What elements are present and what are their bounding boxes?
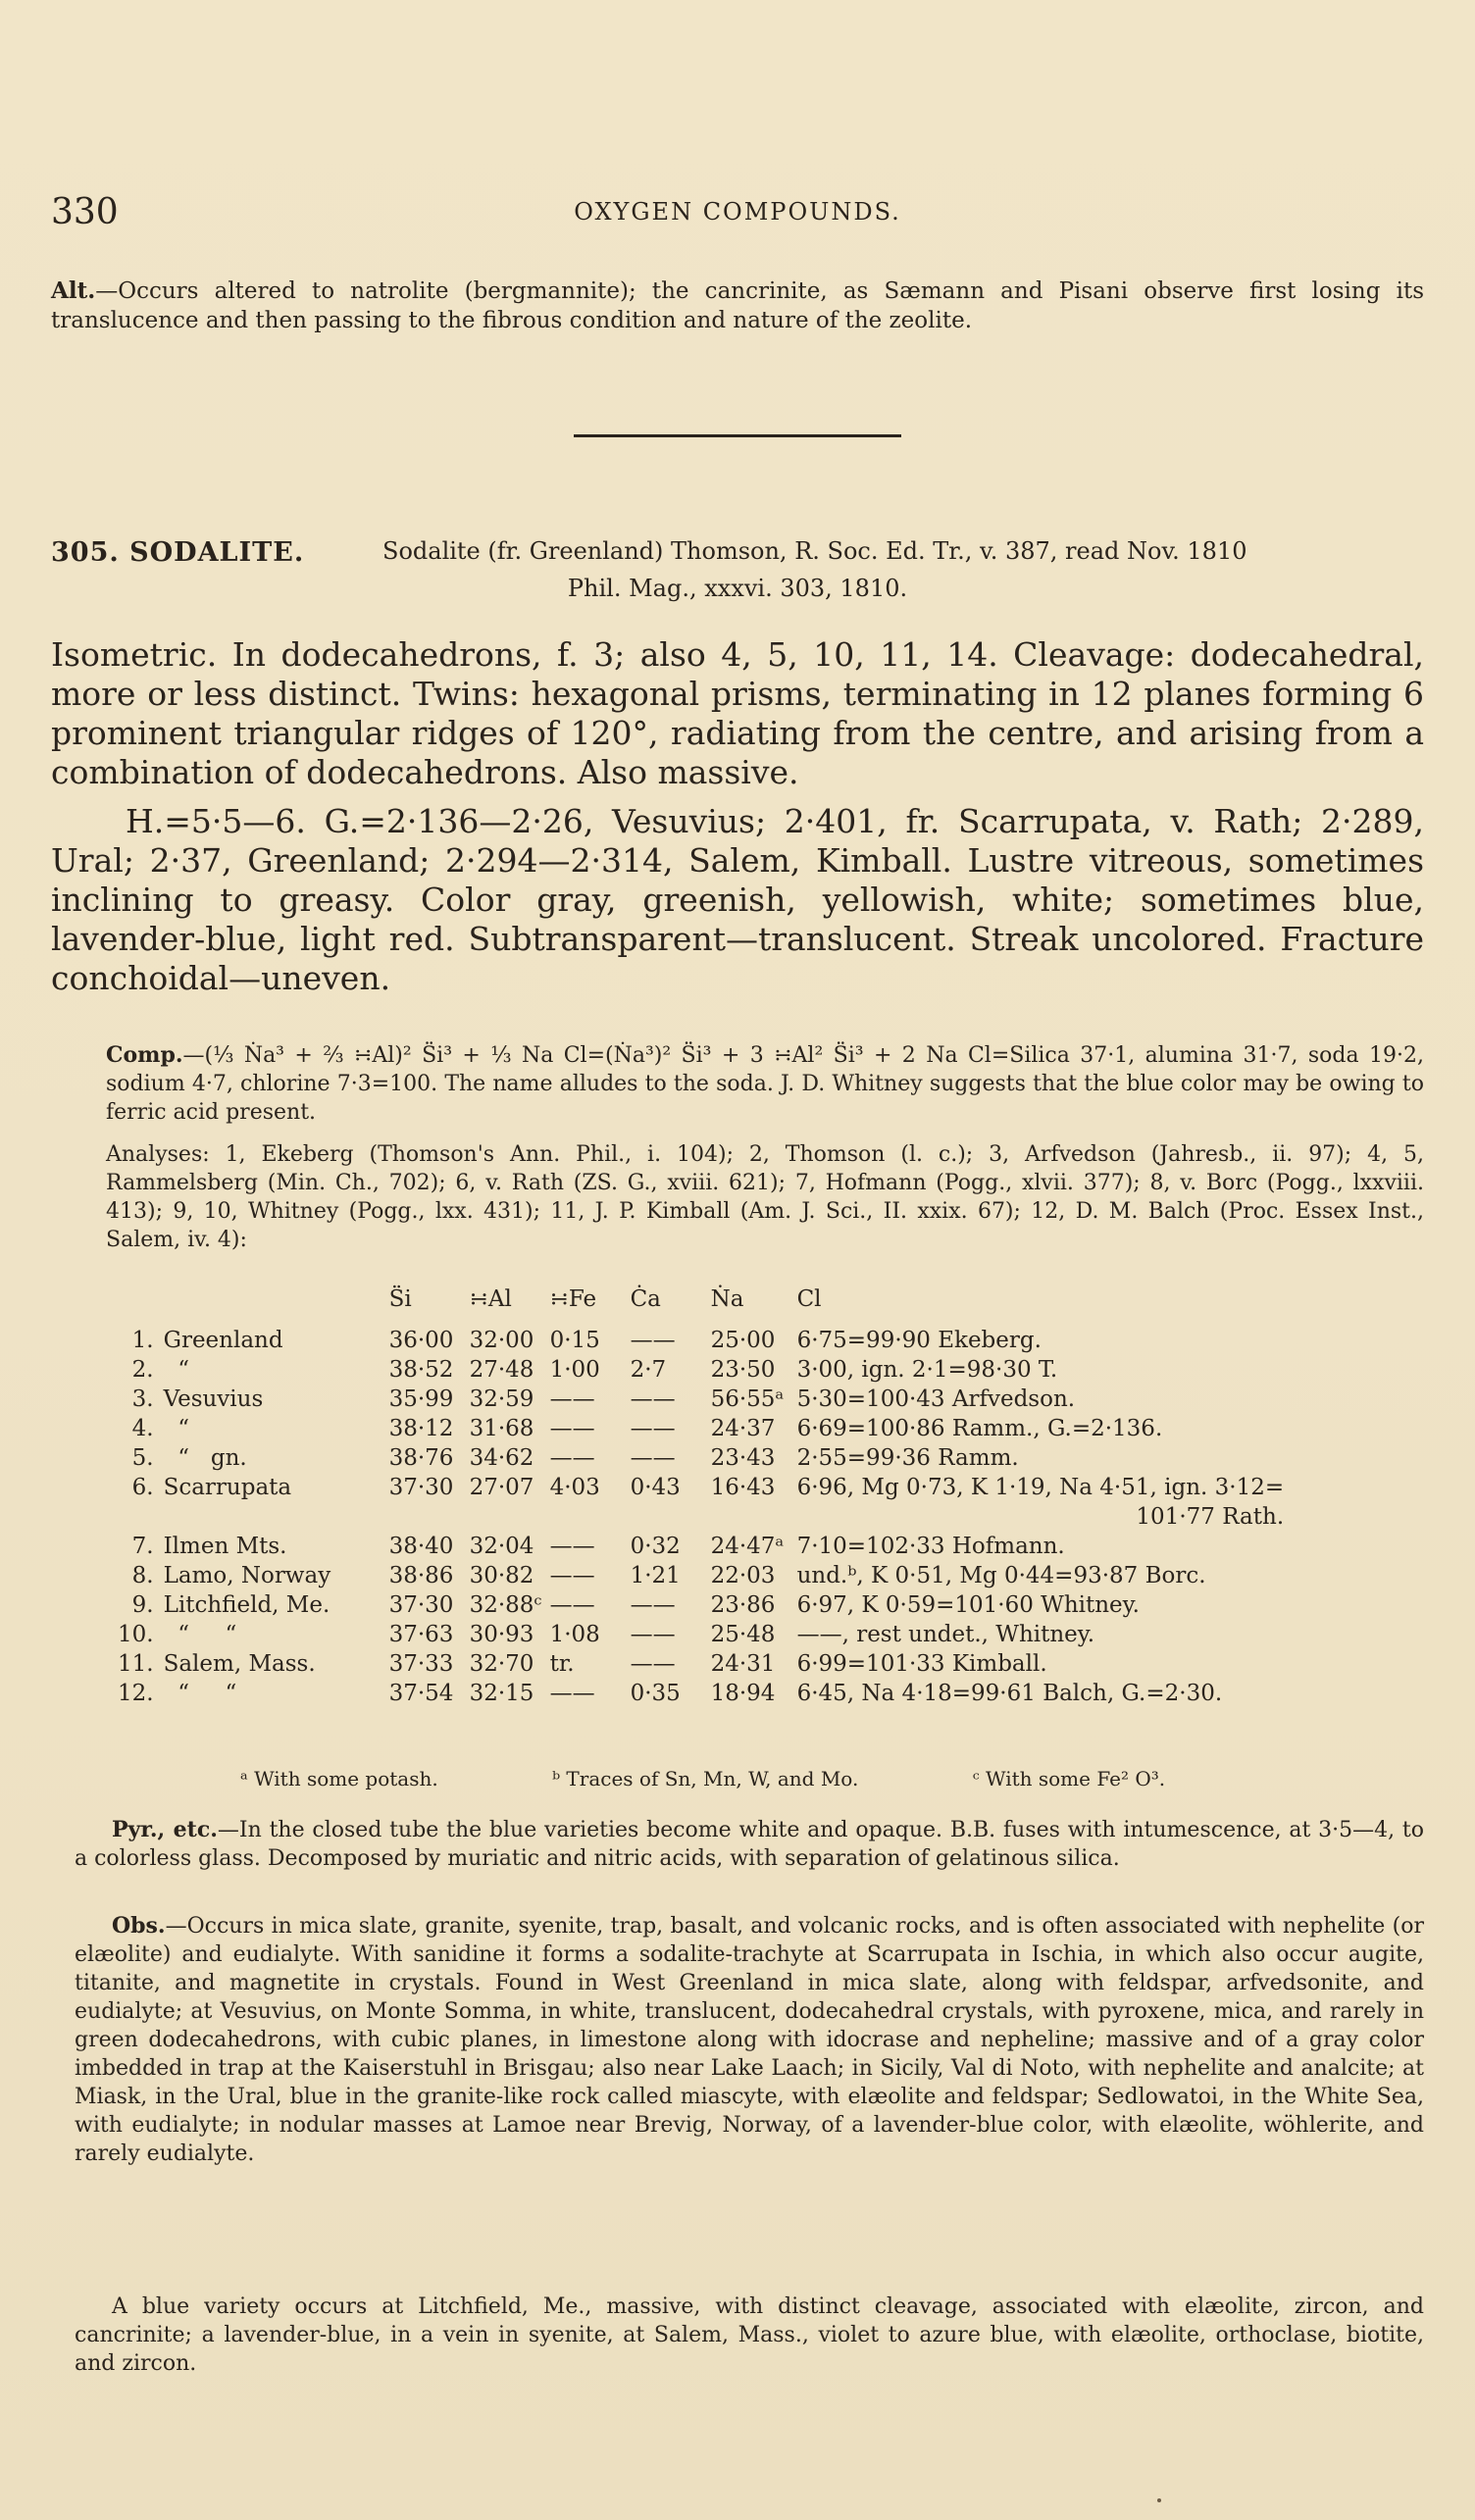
column-header: Ċa bbox=[630, 1286, 661, 1312]
row-locality: Litchfield, Me. bbox=[163, 1592, 331, 1618]
row-value: 27·07 bbox=[469, 1475, 534, 1500]
row-reference: 6·97, K 0·59=101·60 Whitney. bbox=[796, 1592, 1140, 1618]
row-locality: Greenland bbox=[163, 1328, 283, 1353]
row-locality: Vesuvius bbox=[163, 1386, 264, 1412]
row-reference: 6·45, Na 4·18=99·61 Balch, G.=2·30. bbox=[796, 1681, 1223, 1706]
row-value: —— bbox=[549, 1563, 595, 1588]
row-value: 1·00 bbox=[549, 1357, 600, 1383]
row-value: 24·47ᵃ bbox=[710, 1534, 785, 1559]
row-value: —— bbox=[630, 1386, 676, 1412]
row-value: 37·63 bbox=[388, 1622, 454, 1647]
row-value: 24·31 bbox=[710, 1651, 776, 1677]
row-value: 1·08 bbox=[549, 1622, 600, 1647]
row-value: 32·70 bbox=[469, 1651, 534, 1677]
comp-label: Comp. bbox=[106, 1042, 183, 1068]
obs-label: Obs. bbox=[112, 1913, 166, 1939]
row-value: —— bbox=[549, 1534, 595, 1559]
row-value: 24·37 bbox=[710, 1416, 776, 1441]
comp-text: —(⅓ Ṅa³ + ⅔ ∺Al)² S̈i³ + ⅓ Na Cl=(Ṅa³)² S̈i³ + 3 ∺Al² S̈i³ + 2 Na Cl=Silica 37·1, alumina 31·7, soda 19·2, sodium 4·7, chlorine 7·3=100. The name alludes to the soda. J. D. Whitney suggests that the blue color may be owing to ferric acid present. bbox=[106, 1043, 1424, 1125]
pyr-paragraph bbox=[75, 1816, 1424, 1873]
table-row bbox=[118, 1326, 1284, 1355]
entry-reference-2: Phil. Mag., xxxvi. 303, 1810. bbox=[567, 575, 908, 602]
row-value: 37·30 bbox=[388, 1592, 454, 1618]
row-value bbox=[470, 1502, 550, 1532]
row-value: —— bbox=[549, 1592, 595, 1618]
table-row bbox=[118, 1679, 1284, 1708]
row-reference: 3·00, ign. 2·1=98·30 T. bbox=[796, 1357, 1058, 1383]
analyses-table bbox=[118, 1285, 1284, 1708]
row-reference: 6·75=99·90 Ekeberg. bbox=[796, 1328, 1042, 1353]
row-value: —— bbox=[549, 1681, 595, 1706]
row-number: 11. bbox=[118, 1651, 154, 1677]
table-footnotes bbox=[240, 1767, 1273, 1790]
row-locality: “ “ bbox=[163, 1622, 237, 1647]
footnote-c: ᶜ With some Fe² O³. bbox=[972, 1767, 1166, 1790]
row-value: 0·43 bbox=[630, 1475, 681, 1500]
column-header: ∺Al bbox=[469, 1286, 512, 1312]
row-locality: Scarrupata bbox=[163, 1475, 292, 1500]
row-value: 30·93 bbox=[469, 1622, 534, 1647]
obs-paragraph bbox=[75, 1912, 1424, 2168]
row-locality bbox=[164, 1502, 389, 1532]
obs2-paragraph: A blue variety occurs at Litchfield, Me., massive, with distinct cleavage, associated with elæolite, zircon, and cancrinite; a lavender-blue, in a vein in syenite, at Salem, Mass., violet to azure blue, with elæolite, orthoclase, biotite, and zircon. bbox=[75, 2294, 1424, 2376]
row-value: 34·62 bbox=[469, 1445, 534, 1471]
row-number: 5. bbox=[131, 1445, 154, 1471]
row-locality: “ “ bbox=[163, 1681, 237, 1706]
table-row bbox=[118, 1620, 1284, 1649]
row-value: 38·12 bbox=[388, 1416, 454, 1441]
table-row bbox=[118, 1443, 1284, 1473]
entry-heading: 305. SODALITE. bbox=[51, 537, 305, 568]
table-row bbox=[118, 1649, 1284, 1679]
row-value: 22·03 bbox=[710, 1563, 776, 1588]
row-value: 38·86 bbox=[388, 1563, 454, 1588]
row-locality: “ bbox=[163, 1416, 189, 1441]
row-number: 8. bbox=[131, 1563, 154, 1588]
row-value: —— bbox=[630, 1445, 676, 1471]
row-number: 12. bbox=[118, 1681, 154, 1706]
row-locality: Ilmen Mts. bbox=[163, 1534, 287, 1559]
row-number: 4. bbox=[131, 1416, 154, 1441]
description-paragraph: Isometric. In dodecahedrons, f. 3; also 4, 5, 10, 11, 14. Cleavage: dodecahedral, more or less distinct. Twins: hexagonal prisms, terminating in 12 planes forming 6 prominent triangular ridges of 120°, radiating from the centre, and arising from a combination of dodecahedrons. Also massive. bbox=[51, 635, 1424, 791]
row-reference: 2·55=99·36 Ramm. bbox=[796, 1445, 1019, 1471]
row-number: 10. bbox=[118, 1622, 154, 1647]
comp-paragraph bbox=[106, 1041, 1424, 1127]
column-header: S̈i bbox=[388, 1286, 412, 1312]
row-value: 37·33 bbox=[388, 1651, 454, 1677]
row-value: 31·68 bbox=[469, 1416, 534, 1441]
row-value: 4·03 bbox=[549, 1475, 600, 1500]
row-number: 2. bbox=[131, 1357, 154, 1383]
row-value: 27·48 bbox=[469, 1357, 534, 1383]
table-header-row bbox=[118, 1285, 1284, 1326]
analyses-intro: Analyses: 1, Ekeberg (Thomson's Ann. Phil., i. 104); 2, Thomson (l. c.); 3, Arfvedson (Jahresb., ii. 97); 4, 5, Rammelsberg (Min. Ch., 702); 6, v. Rath (ZS. G., xviii. 621); 7, Hofmann (Pogg., xlvii. 377); 8, v. Borc (Pogg., lxxviii. 413); 9, 10, Whitney (Pogg., lxx. 431); 11, J. P. Kimball (Am. J. Sci., II. xxix. 67); 12, D. M. Balch (Proc. Essex Inst., Salem, iv. 4): bbox=[106, 1142, 1424, 1252]
row-value: 25·00 bbox=[710, 1328, 776, 1353]
row-value: 30·82 bbox=[469, 1563, 534, 1588]
row-value: tr. bbox=[549, 1651, 575, 1677]
row-value: 0·32 bbox=[630, 1534, 681, 1559]
row-value: 56·55ᵃ bbox=[710, 1386, 785, 1412]
row-value: 38·40 bbox=[388, 1534, 454, 1559]
row-value: 23·43 bbox=[710, 1445, 776, 1471]
row-locality: “ gn. bbox=[163, 1445, 247, 1471]
row-value: 0·35 bbox=[630, 1681, 681, 1706]
row-value: —— bbox=[630, 1622, 676, 1647]
running-title: OXYGEN COMPOUNDS. bbox=[574, 198, 901, 226]
row-reference: 6·96, Mg 0·73, K 1·19, Na 4·51, ign. 3·12= bbox=[796, 1475, 1285, 1500]
row-reference: 6·69=100·86 Ramm., G.=2·136. bbox=[796, 1416, 1163, 1441]
row-value bbox=[550, 1502, 631, 1532]
row-value: 32·00 bbox=[469, 1328, 534, 1353]
section-divider bbox=[574, 434, 901, 437]
table-row bbox=[118, 1561, 1284, 1590]
properties-paragraph: H.=5·5—6. G.=2·136—2·26, Vesuvius; 2·401, fr. Scarrupata, v. Rath; 2·289, Ural; 2·37, Greenland; 2·294—2·314, Salem, Kimball. Lustre vitreous, sometimes inclining to greasy. Color gray, greenish, yellowish, white; sometimes blue, lavender-blue, light red. Subtransparent—translucent. Streak uncolored. Fracture conchoidal—uneven. bbox=[51, 802, 1424, 997]
alt-paragraph bbox=[51, 277, 1424, 335]
table-row bbox=[118, 1414, 1284, 1443]
paper-speck bbox=[1157, 2498, 1161, 2502]
row-value: 32·59 bbox=[469, 1386, 534, 1412]
row-value: 0·15 bbox=[549, 1328, 600, 1353]
row-value: —— bbox=[630, 1592, 676, 1618]
row-reference: 5·30=100·43 Arfvedson. bbox=[796, 1386, 1076, 1412]
pyr-text: —In the closed tube the blue varieties become white and opaque. B.B. fuses with intumescence, at 3·5—4, to a colorless glass. Decomposed by muriatic and nitric acids, with separation of gelatinous silica. bbox=[75, 1818, 1425, 1871]
row-value: 16·43 bbox=[710, 1475, 776, 1500]
row-value: —— bbox=[630, 1651, 676, 1677]
row-number: 3. bbox=[131, 1386, 154, 1412]
row-value: 38·52 bbox=[388, 1357, 454, 1383]
row-value bbox=[711, 1502, 791, 1532]
page-number: 330 bbox=[51, 192, 119, 232]
row-number: 9. bbox=[131, 1592, 154, 1618]
footnote-a: ᵃ With some potash. bbox=[240, 1767, 438, 1790]
row-value: 37·30 bbox=[388, 1475, 454, 1500]
row-value: 38·76 bbox=[388, 1445, 454, 1471]
row-value: 32·15 bbox=[469, 1681, 534, 1706]
row-value bbox=[389, 1502, 470, 1532]
alt-label: Alt. bbox=[51, 277, 96, 304]
pyr-label: Pyr., etc. bbox=[112, 1817, 218, 1842]
footnote-b: ᵇ Traces of Sn, Mn, W, and Mo. bbox=[552, 1767, 859, 1790]
row-value: 35·99 bbox=[388, 1386, 454, 1412]
table-row bbox=[118, 1473, 1284, 1502]
row-reference: und.ᵇ, K 0·51, Mg 0·44=93·87 Borc. bbox=[796, 1563, 1206, 1588]
row-value: 32·04 bbox=[469, 1534, 534, 1559]
row-locality: “ bbox=[163, 1357, 189, 1383]
row-value bbox=[631, 1502, 711, 1532]
column-header: Cl bbox=[796, 1286, 822, 1312]
table-row bbox=[118, 1502, 1284, 1532]
row-value: 18·94 bbox=[710, 1681, 776, 1706]
row-reference: 7·10=102·33 Hofmann. bbox=[796, 1534, 1065, 1559]
table-row bbox=[118, 1532, 1284, 1561]
row-value: 2·7 bbox=[630, 1357, 667, 1383]
row-locality: Salem, Mass. bbox=[163, 1651, 316, 1677]
row-value: 1·21 bbox=[630, 1563, 681, 1588]
row-value: 36·00 bbox=[388, 1328, 454, 1353]
row-reference: 6·99=101·33 Kimball. bbox=[796, 1651, 1047, 1677]
column-header: Ṅa bbox=[710, 1286, 744, 1312]
row-number: 6. bbox=[131, 1475, 154, 1500]
alt-text: —Occurs altered to natrolite (bergmannite); the cancrinite, as Sæmann and Pisani observe first losing its translucence and then passing to the fibrous condition and nature of the zeolite. bbox=[51, 278, 1424, 333]
row-value: 32·88ᶜ bbox=[469, 1592, 542, 1618]
entry-reference: Sodalite (fr. Greenland) Thomson, R. Soc. Ed. Tr., v. 387, read Nov. 1810 bbox=[382, 537, 1247, 565]
row-value: —— bbox=[549, 1386, 595, 1412]
row-value: 25·48 bbox=[710, 1622, 776, 1647]
table-row bbox=[118, 1590, 1284, 1620]
row-value: —— bbox=[549, 1416, 595, 1441]
row-locality: Lamo, Norway bbox=[163, 1563, 331, 1588]
column-header: ∺Fe bbox=[549, 1286, 597, 1312]
row-value: —— bbox=[630, 1328, 676, 1353]
table-row bbox=[118, 1355, 1284, 1385]
row-value: 23·86 bbox=[710, 1592, 776, 1618]
obs-text: —Occurs in mica slate, granite, syenite, trap, basalt, and volcanic rocks, and is often associated with nephelite (or elæolite) and eudialyte. With sanidine it forms a sodalite-trachyte at Scarrupata in Ischia, in which also occur augite, titanite, and magnetite in crystals. Found in West Greenland in mica slate, along with feldspar, arfvedsonite, and eudialyte; at Vesuvius, on Monte Somma, in white, translucent, dodecahedral crystals, with pyroxene, mica, and rarely in green dodecahedrons, with cubic planes, in limestone along with idocrase and nepheline; massive and of a gray color imbedded in trap at the Kaiserstuhl in Brisgau; also near Lake Laach; in Sicily, Val di Noto, with nephelite and analcite; at Miask, in the Ural, blue in the granite-like rock called miascyte, with elæolite and feldspar; Sedlowatoi, in the White Sea, with eudialyte; in nodular masses at Lamoe near Brevig, Norway, of a lavender-blue color, with elæolite, wöhlerite, and rarely eudialyte. bbox=[75, 1914, 1424, 2166]
row-reference: 101·77 Rath. bbox=[1136, 1504, 1285, 1530]
row-number: 7. bbox=[131, 1534, 154, 1559]
row-value: 37·54 bbox=[388, 1681, 454, 1706]
row-number bbox=[118, 1502, 164, 1532]
row-value: —— bbox=[630, 1416, 676, 1441]
row-reference: ——, rest undet., Whitney. bbox=[796, 1622, 1095, 1647]
table-row bbox=[118, 1385, 1284, 1414]
row-value: —— bbox=[549, 1445, 595, 1471]
row-value: 23·50 bbox=[710, 1357, 776, 1383]
row-number: 1. bbox=[131, 1328, 154, 1353]
